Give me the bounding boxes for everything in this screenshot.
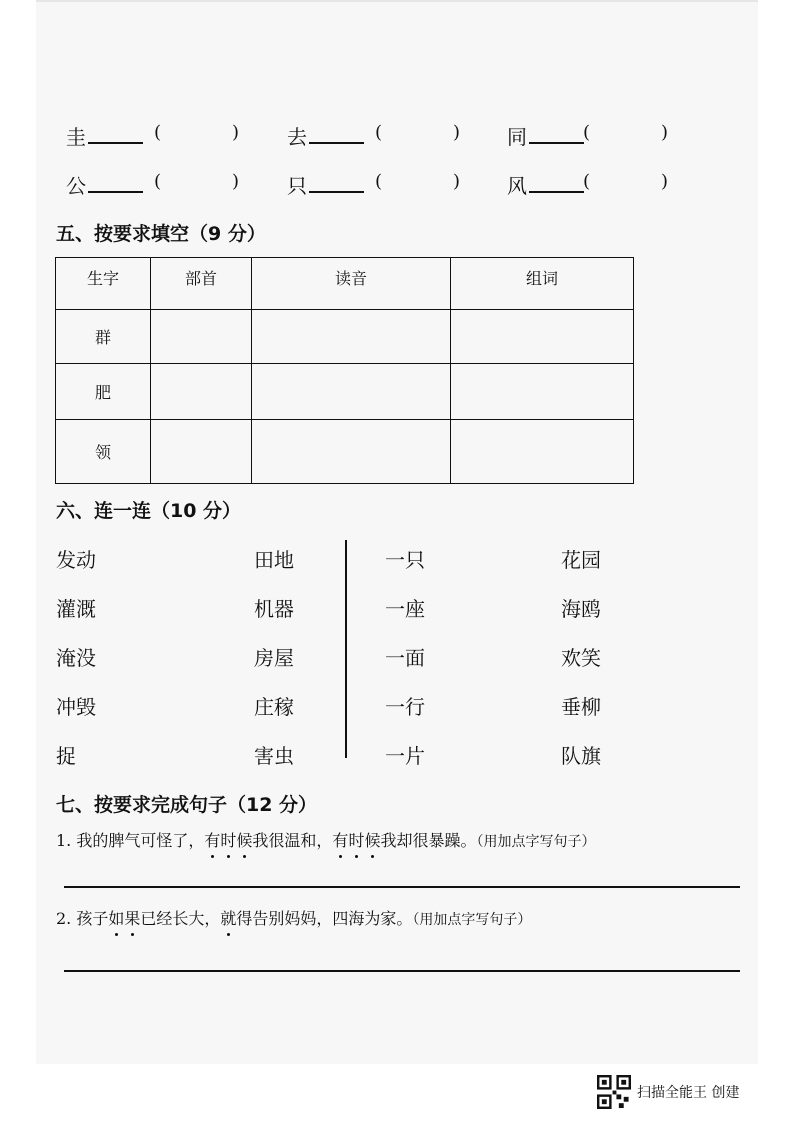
- answer-line[interactable]: [64, 886, 740, 888]
- table-row: [56, 420, 634, 484]
- paren-close: ): [453, 171, 461, 192]
- answer-blank[interactable]: [309, 177, 364, 193]
- q4-item: 只: [287, 170, 364, 199]
- paren-close: ): [453, 122, 461, 143]
- answer-cell[interactable]: [151, 420, 252, 484]
- paren-open: (: [154, 171, 162, 192]
- dotted-char: 有: [332, 828, 348, 851]
- table-header: 读音: [252, 258, 451, 310]
- match-item[interactable]: 一座: [385, 597, 425, 621]
- q4-item: 风: [507, 170, 584, 199]
- answer-blank[interactable]: [88, 177, 143, 193]
- match-item[interactable]: 队旗: [561, 744, 601, 768]
- scanner-watermark: [597, 1075, 739, 1109]
- match-item[interactable]: 淹没: [56, 646, 96, 670]
- match-item[interactable]: 垂柳: [561, 695, 601, 719]
- dotted-char: 就: [220, 906, 236, 929]
- match-item[interactable]: 庄稼: [254, 695, 294, 719]
- answer-cell[interactable]: [252, 310, 451, 364]
- answer-blank[interactable]: [529, 177, 584, 193]
- match-item[interactable]: 花园: [561, 548, 601, 572]
- table-header: 部首: [151, 258, 252, 310]
- dotted-char: 时: [348, 828, 364, 851]
- worksheet-page: [36, 0, 758, 1064]
- paren-open: (: [154, 122, 162, 143]
- section-6-title: 六、连一连（10 分）: [56, 500, 242, 522]
- qr-code-icon: [597, 1075, 631, 1109]
- answer-cell[interactable]: [252, 364, 451, 420]
- paren-close: ): [232, 122, 240, 143]
- answer-blank[interactable]: [309, 128, 364, 144]
- table-char: 肥: [56, 364, 151, 420]
- q4-item: 同: [507, 121, 584, 150]
- dotted-char: 如: [108, 906, 124, 929]
- answer-cell[interactable]: [151, 310, 252, 364]
- dotted-char: 候: [236, 828, 252, 851]
- paren-open: (: [375, 122, 383, 143]
- answer-cell[interactable]: [451, 420, 634, 484]
- section-5-title: 五、按要求填空（9 分）: [56, 223, 266, 245]
- paren-close: ): [661, 171, 669, 192]
- match-item[interactable]: 一只: [385, 548, 425, 572]
- match-item[interactable]: 害虫: [254, 744, 294, 768]
- answer-blank[interactable]: [88, 128, 143, 144]
- fill-table: [55, 257, 634, 484]
- table-char: 领: [56, 420, 151, 484]
- answer-cell[interactable]: [252, 420, 451, 484]
- match-item[interactable]: 欢笑: [561, 646, 601, 670]
- watermark-text: 扫描全能王 创建: [637, 1085, 740, 1101]
- paren-open: (: [583, 171, 591, 192]
- match-item[interactable]: 灌溉: [56, 597, 96, 621]
- table-row: [56, 310, 634, 364]
- dotted-char: 果: [124, 906, 140, 929]
- match-item[interactable]: 一片: [385, 744, 425, 768]
- sentence-2: 2. 孩子如果已经长大，就得告别妈妈，四海为家。（用加点字写句子）: [56, 906, 531, 929]
- section-7-title: 七、按要求完成句子（12 分）: [56, 794, 318, 816]
- dotted-char: 有: [204, 828, 220, 851]
- match-item[interactable]: 房屋: [254, 646, 294, 670]
- paren-close: ): [661, 122, 669, 143]
- answer-blank[interactable]: [529, 128, 584, 144]
- dotted-char: 时: [220, 828, 236, 851]
- dotted-words: [204, 831, 252, 850]
- q4-item: 圭: [66, 121, 143, 150]
- column-divider: [345, 540, 347, 758]
- match-item[interactable]: 海鸥: [561, 597, 601, 621]
- paren-close: ): [232, 171, 240, 192]
- match-item[interactable]: 捉: [56, 744, 76, 768]
- table-header-row: [56, 258, 634, 310]
- answer-cell[interactable]: [451, 364, 634, 420]
- match-item[interactable]: 一行: [385, 695, 425, 719]
- q4-item: 公: [66, 170, 143, 199]
- match-item[interactable]: 田地: [254, 548, 294, 572]
- match-item[interactable]: 一面: [385, 646, 425, 670]
- paren-open: (: [583, 122, 591, 143]
- answer-cell[interactable]: [151, 364, 252, 420]
- dotted-char: 候: [364, 828, 380, 851]
- sentence-1: 1. 我的脾气可怪了，有时候我很温和，有时候我却很暴躁。（用加点字写句子）: [56, 828, 595, 851]
- paren-open: (: [375, 171, 383, 192]
- table-row: [56, 364, 634, 420]
- q4-item: 去: [287, 121, 364, 150]
- table-header: 生字: [56, 258, 151, 310]
- answer-cell[interactable]: [451, 310, 634, 364]
- answer-line[interactable]: [64, 970, 740, 972]
- match-item[interactable]: 发动: [56, 548, 96, 572]
- table-header: 组词: [451, 258, 634, 310]
- match-item[interactable]: 机器: [254, 597, 294, 621]
- table-char: 群: [56, 310, 151, 364]
- match-item[interactable]: 冲毁: [56, 695, 96, 719]
